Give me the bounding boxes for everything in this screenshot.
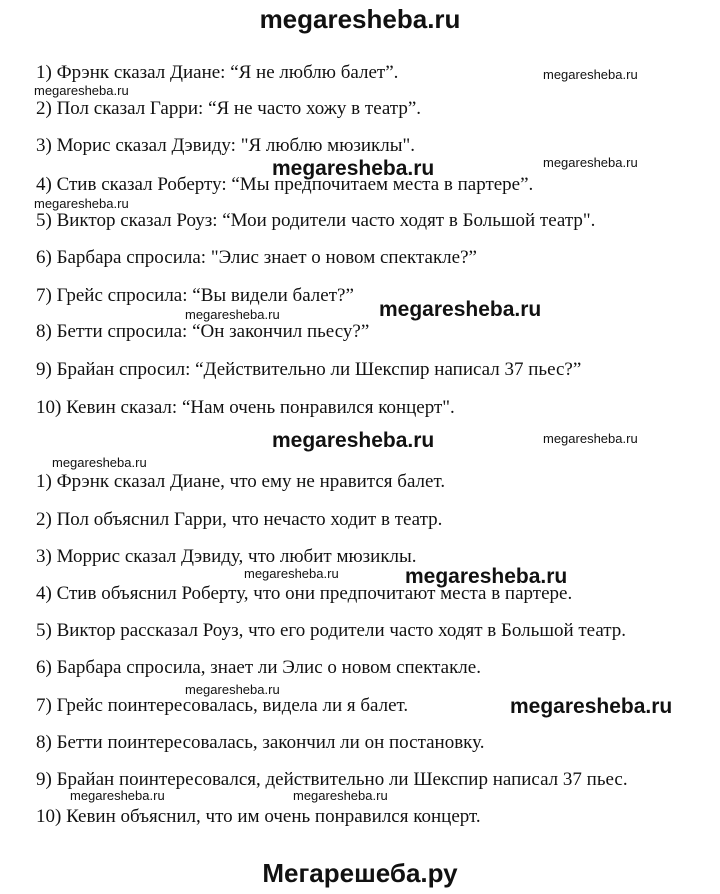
sentence-7: 7) Грейс спросила: “Вы видели балет?” [36, 285, 354, 306]
sentence-3: 3) Морис сказал Дэвиду: "Я люблю мюзиклы". [36, 135, 416, 156]
reported-6: 6) Барбара спросила, знает ли Элис о новом спектакле. [36, 657, 481, 678]
page-header: megaresheba.ru [259, 4, 461, 34]
watermark: megaresheba.ru [510, 695, 673, 718]
reported-9: 9) Брайан поинтересовался, действительно ли Шекспир написал 37 пьес. [36, 769, 628, 790]
watermark: megaresheba.ru [34, 83, 129, 98]
watermark: megaresheba.ru [185, 682, 280, 697]
watermark: megaresheba.ru [185, 307, 280, 322]
reported-5: 5) Виктор рассказал Роуз, что его родители часто ходят в Большой театр. [36, 620, 627, 641]
reported-4: 4) Стив объяснил Роберту, что они предпочитают места в партере. [36, 583, 573, 604]
watermark: megaresheba.ru [405, 565, 568, 588]
watermark: megaresheba.ru [272, 429, 435, 452]
watermark: megaresheba.ru [543, 67, 638, 82]
reported-10: 10) Кевин объяснил, что им очень понравился концерт. [36, 806, 481, 827]
watermark: megaresheba.ru [244, 566, 339, 581]
watermark: megaresheba.ru [272, 157, 435, 180]
sentence-5: 5) Виктор сказал Роуз: “Мои родители часто ходят в Большой театр". [36, 210, 596, 231]
reported-8: 8) Бетти поинтересовалась, закончил ли он постановку. [36, 732, 485, 753]
reported-3: 3) Моррис сказал Дэвиду, что любит мюзиклы. [36, 546, 417, 567]
watermark: megaresheba.ru [379, 298, 542, 321]
watermark: megaresheba.ru [543, 431, 638, 446]
watermark: megaresheba.ru [52, 455, 147, 470]
sentence-10: 10) Кевин сказал: “Нам очень понравился концерт". [36, 397, 455, 418]
sentence-8: 8) Бетти спросила: “Он закончил пьесу?” [36, 321, 370, 342]
page-footer: Мегарешеба.ру [262, 858, 458, 888]
watermark: megaresheba.ru [34, 196, 129, 211]
sentence-2: 2) Пол сказал Гарри: “Я не часто хожу в театр”. [36, 98, 422, 119]
sentence-9: 9) Брайан спросил: “Действительно ли Шекспир написал 37 пьес?” [36, 359, 582, 380]
watermark: megaresheba.ru [293, 788, 388, 803]
reported-2: 2) Пол объяснил Гарри, что нечасто ходит в театр. [36, 509, 443, 530]
reported-1: 1) Фрэнк сказал Диане, что ему не нравится балет. [36, 471, 446, 492]
watermark: megaresheba.ru [70, 788, 165, 803]
watermark: megaresheba.ru [543, 155, 638, 170]
reported-7: 7) Грейс поинтересовалась, видела ли я балет. [36, 695, 409, 716]
sentence-4: 4) Стив сказал Роберту: “Мы предпочитаем места в партере”. [36, 174, 534, 195]
sentence-6: 6) Барбара спросила: "Элис знает о новом спектакле?” [36, 247, 477, 268]
sentence-1: 1) Фрэнк сказал Диане: “Я не люблю балет”. [36, 62, 399, 83]
